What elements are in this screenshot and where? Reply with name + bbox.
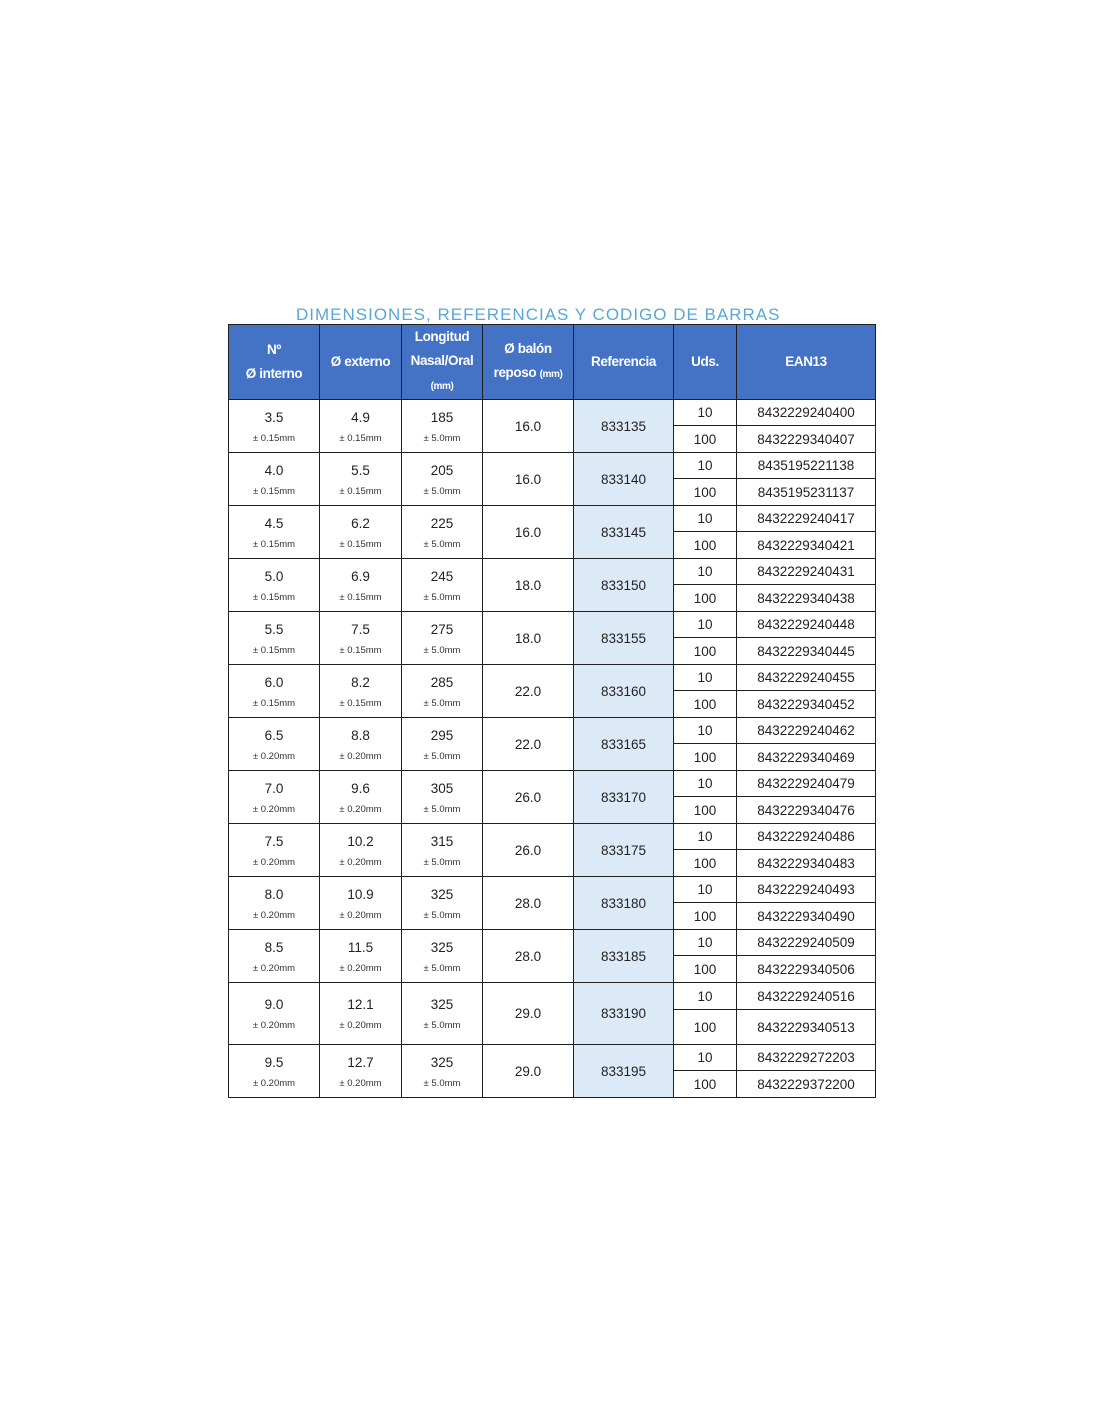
cell-ean13: 8432229240417 (737, 506, 876, 532)
dimensions-table-container (228, 324, 876, 1098)
cell-interno (229, 665, 320, 718)
table-row (229, 665, 876, 691)
cell-longitud (402, 506, 483, 559)
cell-ean13: 8432229340445 (737, 638, 876, 665)
cell-externo (320, 771, 402, 824)
cell-uds: 10 (674, 824, 737, 850)
interno-tolerance: ± 0.20mm (252, 909, 296, 921)
cell-ean13: 8432229340490 (737, 903, 876, 930)
table-row (229, 877, 876, 903)
cell-externo (320, 559, 402, 612)
cell-longitud (402, 1045, 483, 1098)
cell-interno (229, 1045, 320, 1098)
longitud-tolerance: ± 5.0mm (423, 644, 461, 656)
cell-uds: 10 (674, 400, 737, 426)
externo-tolerance: ± 0.20mm (339, 1020, 382, 1031)
cell-referencia: 833185 (574, 930, 674, 983)
interno-value: 8.0 (264, 886, 284, 902)
cell-uds: 100 (674, 850, 737, 877)
cell-uds: 10 (674, 453, 737, 479)
cell-balon: 29.0 (483, 983, 574, 1045)
cell-interno (229, 400, 320, 453)
externo-value: 12.1 (347, 997, 374, 1012)
cell-uds: 10 (674, 771, 737, 797)
footer-note-clipped (278, 1103, 768, 1109)
externo-value: 8.8 (351, 727, 370, 743)
cell-externo (320, 612, 402, 665)
cell-ean13: 8432229272203 (737, 1045, 876, 1071)
externo-tolerance: ± 0.15mm (339, 644, 382, 656)
cell-balon: 16.0 (483, 453, 574, 506)
table-row (229, 983, 876, 1010)
cell-ean13: 8432229340421 (737, 532, 876, 559)
table-row (229, 718, 876, 744)
cell-uds: 100 (674, 585, 737, 612)
longitud-value: 325 (430, 886, 454, 902)
cell-ean13: 8432229340438 (737, 585, 876, 612)
interno-value: 4.5 (264, 515, 284, 531)
cell-longitud (402, 824, 483, 877)
table-row (229, 612, 876, 638)
externo-tolerance: ± 0.20mm (339, 962, 382, 974)
interno-tolerance: ± 0.20mm (252, 1020, 296, 1031)
cell-uds: 10 (674, 506, 737, 532)
externo-value: 8.2 (351, 674, 370, 690)
cell-longitud (402, 665, 483, 718)
cell-uds: 100 (674, 956, 737, 983)
cell-referencia: 833155 (574, 612, 674, 665)
longitud-tolerance: ± 5.0mm (423, 962, 461, 974)
cell-balon: 28.0 (483, 930, 574, 983)
cell-longitud (402, 559, 483, 612)
cell-ean13: 8432229340513 (737, 1010, 876, 1045)
interno-value: 9.0 (264, 997, 284, 1012)
longitud-tolerance: ± 5.0mm (423, 591, 461, 603)
dimensions-table (228, 324, 876, 1098)
interno-value: 6.0 (264, 674, 284, 690)
section-title-clipped (296, 303, 781, 324)
longitud-tolerance: ± 5.0mm (423, 803, 461, 815)
longitud-value: 325 (430, 1054, 454, 1070)
longitud-tolerance: ± 5.0mm (423, 697, 461, 709)
header-ean13: EAN13 (737, 325, 876, 400)
longitud-value: 185 (430, 409, 454, 425)
cell-interno (229, 877, 320, 930)
longitud-value: 205 (430, 462, 454, 478)
cell-referencia: 833145 (574, 506, 674, 559)
cell-longitud (402, 453, 483, 506)
interno-tolerance: ± 0.20mm (252, 750, 296, 762)
cell-balon: 26.0 (483, 824, 574, 877)
cell-ean13: 8432229240462 (737, 718, 876, 744)
cell-uds: 100 (674, 797, 737, 824)
interno-tolerance: ± 0.15mm (252, 538, 296, 550)
interno-value: 8.5 (264, 939, 284, 955)
cell-longitud (402, 877, 483, 930)
cell-uds: 100 (674, 532, 737, 559)
cell-uds: 100 (674, 1071, 737, 1098)
cell-interno (229, 930, 320, 983)
cell-interno (229, 559, 320, 612)
cell-uds: 100 (674, 903, 737, 930)
cell-externo (320, 506, 402, 559)
longitud-value: 305 (430, 780, 454, 796)
cell-ean13: 8432229240455 (737, 665, 876, 691)
interno-value: 6.5 (264, 727, 284, 743)
externo-value: 9.6 (351, 780, 370, 796)
cell-interno (229, 506, 320, 559)
externo-value: 7.5 (351, 621, 370, 637)
cell-longitud (402, 983, 483, 1045)
interno-tolerance: ± 0.20mm (252, 856, 296, 868)
cell-balon: 22.0 (483, 665, 574, 718)
cell-interno (229, 983, 320, 1045)
externo-value: 12.7 (347, 1054, 374, 1070)
externo-tolerance: ± 0.15mm (339, 432, 382, 444)
interno-tolerance: ± 0.20mm (252, 962, 296, 974)
cell-longitud (402, 718, 483, 771)
table-row (229, 400, 876, 426)
cell-interno (229, 453, 320, 506)
cell-externo (320, 400, 402, 453)
cell-ean13: 8432229240400 (737, 400, 876, 426)
table-row (229, 930, 876, 956)
longitud-tolerance: ± 5.0mm (423, 485, 461, 497)
cell-uds: 10 (674, 930, 737, 956)
cell-externo (320, 877, 402, 930)
cell-balon: 29.0 (483, 1045, 574, 1098)
table-row (229, 771, 876, 797)
externo-tolerance: ± 0.20mm (339, 909, 382, 921)
cell-uds: 100 (674, 744, 737, 771)
cell-longitud (402, 400, 483, 453)
cell-balon: 18.0 (483, 612, 574, 665)
cell-referencia: 833135 (574, 400, 674, 453)
table-row (229, 1045, 876, 1071)
cell-uds: 100 (674, 426, 737, 453)
cell-externo (320, 983, 402, 1045)
longitud-tolerance: ± 5.0mm (423, 1020, 461, 1031)
longitud-value: 325 (430, 997, 454, 1012)
interno-value: 4.0 (264, 462, 284, 478)
interno-tolerance: ± 0.20mm (252, 803, 296, 815)
interno-value: 7.0 (264, 780, 284, 796)
cell-referencia: 833165 (574, 718, 674, 771)
cell-ean13: 8432229240479 (737, 771, 876, 797)
interno-value: 7.5 (264, 833, 284, 849)
cell-uds: 100 (674, 1010, 737, 1045)
cell-longitud (402, 930, 483, 983)
interno-value: 9.5 (264, 1054, 284, 1070)
cell-balon: 28.0 (483, 877, 574, 930)
externo-value: 11.5 (347, 939, 374, 955)
externo-value: 5.5 (351, 462, 370, 478)
cell-externo (320, 665, 402, 718)
externo-value: 6.2 (351, 515, 370, 531)
cell-ean13: 8432229340483 (737, 850, 876, 877)
longitud-tolerance: ± 5.0mm (423, 750, 461, 762)
cell-uds: 10 (674, 718, 737, 744)
header-externo: Ø externo (320, 325, 402, 400)
longitud-tolerance: ± 5.0mm (423, 1077, 461, 1089)
cell-externo (320, 718, 402, 771)
interno-tolerance: ± 0.15mm (252, 697, 296, 709)
longitud-tolerance: ± 5.0mm (423, 432, 461, 444)
interno-tolerance: ± 0.15mm (252, 644, 296, 656)
cell-ean13: 8432229340506 (737, 956, 876, 983)
cell-uds: 10 (674, 559, 737, 585)
cell-ean13: 8432229240516 (737, 983, 876, 1010)
externo-tolerance: ± 0.15mm (339, 485, 382, 497)
externo-tolerance: ± 0.20mm (339, 1077, 382, 1089)
cell-ean13: 8435195221138 (737, 453, 876, 479)
header-longitud: Longitud Nasal/Oral (mm) (402, 325, 483, 400)
externo-tolerance: ± 0.15mm (339, 591, 382, 603)
cell-interno (229, 718, 320, 771)
interno-value: 3.5 (264, 409, 284, 425)
cell-externo (320, 824, 402, 877)
cell-ean13: 8432229240448 (737, 612, 876, 638)
cell-ean13: 8432229240431 (737, 559, 876, 585)
longitud-value: 325 (430, 939, 454, 955)
cell-externo (320, 930, 402, 983)
longitud-value: 245 (430, 568, 454, 584)
longitud-value: 285 (430, 674, 454, 690)
cell-uds: 10 (674, 612, 737, 638)
interno-tolerance: ± 0.15mm (252, 485, 296, 497)
table-row (229, 559, 876, 585)
cell-balon: 22.0 (483, 718, 574, 771)
interno-value: 5.5 (264, 621, 284, 637)
longitud-value: 225 (430, 515, 454, 531)
interno-value: 5.0 (264, 568, 284, 584)
cell-uds: 100 (674, 479, 737, 506)
cell-uds: 100 (674, 638, 737, 665)
header-interno: Nº Ø interno (229, 325, 320, 400)
cell-referencia: 833140 (574, 453, 674, 506)
cell-ean13: 8432229372200 (737, 1071, 876, 1098)
cell-ean13: 8432229240509 (737, 930, 876, 956)
externo-value: 4.9 (351, 409, 370, 425)
externo-tolerance: ± 0.20mm (339, 750, 382, 762)
interno-tolerance: ± 0.15mm (252, 591, 296, 603)
cell-referencia: 833170 (574, 771, 674, 824)
cell-balon: 16.0 (483, 506, 574, 559)
cell-externo (320, 453, 402, 506)
longitud-value: 275 (430, 621, 454, 637)
cell-referencia: 833190 (574, 983, 674, 1045)
cell-ean13: 8432229240493 (737, 877, 876, 903)
cell-interno (229, 612, 320, 665)
cell-ean13: 8435195231137 (737, 479, 876, 506)
cell-uds: 10 (674, 983, 737, 1010)
cell-referencia: 833150 (574, 559, 674, 612)
cell-interno (229, 824, 320, 877)
cell-ean13: 8432229240486 (737, 824, 876, 850)
longitud-tolerance: ± 5.0mm (423, 538, 461, 550)
externo-tolerance: ± 0.15mm (339, 538, 382, 550)
cell-longitud (402, 612, 483, 665)
header-uds: Uds. (674, 325, 737, 400)
cell-referencia: 833160 (574, 665, 674, 718)
cell-externo (320, 1045, 402, 1098)
cell-longitud (402, 771, 483, 824)
table-row (229, 453, 876, 479)
cell-referencia: 833195 (574, 1045, 674, 1098)
header-balon: Ø balón reposo (mm) (483, 325, 574, 400)
externo-tolerance: ± 0.20mm (339, 856, 382, 868)
externo-value: 6.9 (351, 568, 370, 584)
header-referencia: Referencia (574, 325, 674, 400)
cell-uds: 10 (674, 665, 737, 691)
cell-uds: 10 (674, 1045, 737, 1071)
table-row (229, 824, 876, 850)
longitud-tolerance: ± 5.0mm (423, 909, 461, 921)
longitud-tolerance: ± 5.0mm (423, 856, 461, 868)
externo-value: 10.2 (347, 833, 374, 849)
interno-tolerance: ± 0.15mm (252, 432, 296, 444)
cell-ean13: 8432229340452 (737, 691, 876, 718)
longitud-value: 315 (430, 833, 454, 849)
cell-ean13: 8432229340469 (737, 744, 876, 771)
table-header-row (229, 325, 876, 400)
externo-tolerance: ± 0.20mm (339, 803, 382, 815)
cell-uds: 100 (674, 691, 737, 718)
cell-referencia: 833180 (574, 877, 674, 930)
externo-value: 10.9 (347, 886, 374, 902)
cell-interno (229, 771, 320, 824)
cell-balon: 16.0 (483, 400, 574, 453)
cell-ean13: 8432229340476 (737, 797, 876, 824)
table-row (229, 506, 876, 532)
longitud-value: 295 (430, 727, 454, 743)
cell-balon: 18.0 (483, 559, 574, 612)
interno-tolerance: ± 0.20mm (252, 1077, 296, 1089)
cell-balon: 26.0 (483, 771, 574, 824)
cell-uds: 10 (674, 877, 737, 903)
cell-referencia: 833175 (574, 824, 674, 877)
section-title: DIMENSIONES, REFERENCIAS Y CODIGO DE BARRAS (296, 305, 781, 324)
cell-ean13: 8432229340407 (737, 426, 876, 453)
table-body (229, 400, 876, 1098)
externo-tolerance: ± 0.15mm (339, 697, 382, 709)
